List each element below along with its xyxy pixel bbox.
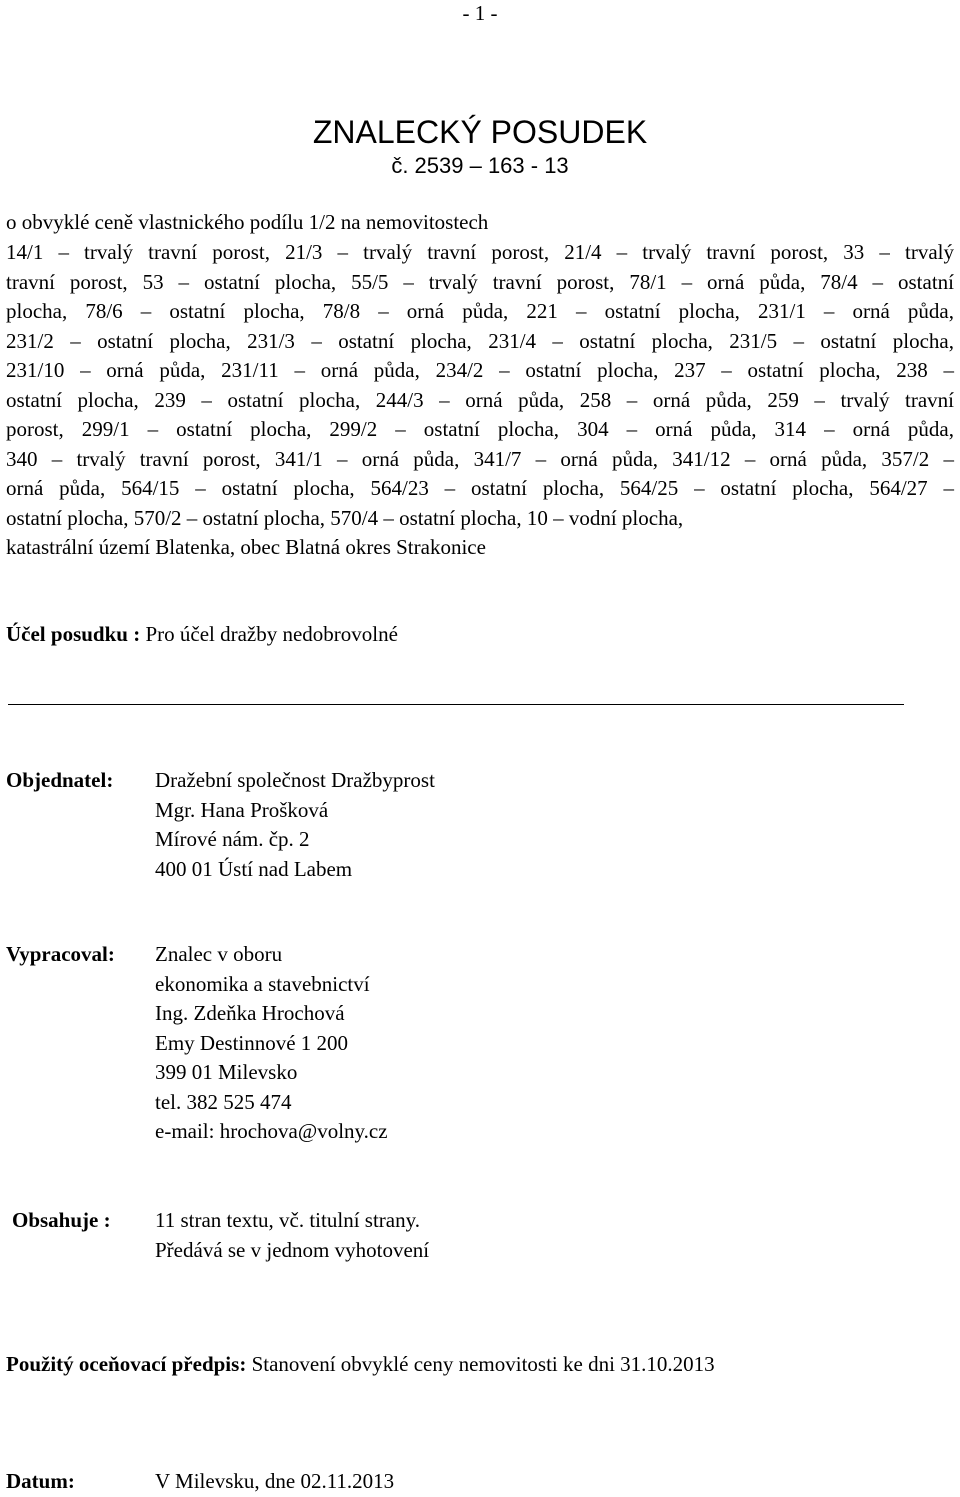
property-line: plocha, 78/6 – ostatní plocha, 78/8 – orná půda, 221 – ostatní plocha, 231/1 – orná půda, bbox=[6, 299, 954, 323]
purpose-label: Účel posudku : bbox=[6, 622, 141, 646]
intro-text: o obvyklé ceně vlastnického podílu 1/2 na nemovitostech bbox=[6, 210, 489, 234]
property-line: ostatní plocha, 570/2 – ostatní plocha, 570/4 – ostatní plocha, 10 – vodní plocha, bbox=[6, 505, 684, 530]
property-line: katastrální území Blatenka, obec Blatná okres Strakonice bbox=[6, 535, 486, 559]
property-line: 231/2 – ostatní plocha, 231/3 – ostatní plocha, 231/4 – ostatní plocha, 231/5 – ostatní plocha, bbox=[6, 328, 954, 353]
purpose-row bbox=[6, 620, 398, 648]
author-line: tel. 382 525 474 bbox=[155, 1089, 292, 1114]
property-line: 14/1 – trvalý travní porost, 21/3 – trvalý travní porost, 21/4 – trvalý travní porost, 33 – trvalý bbox=[6, 240, 954, 264]
orderer-details bbox=[155, 766, 435, 884]
property-list bbox=[6, 238, 954, 563]
contains-line: Předává se v jednom vyhotovení bbox=[155, 1237, 430, 1262]
property-line: travní porost, 53 – ostatní plocha, 55/5 – trvalý travní porost, 78/1 – orná půda, 78/4 – ostatní bbox=[6, 269, 954, 294]
contains-line: 11 stran textu, vč. titulní strany. bbox=[155, 1208, 420, 1232]
orderer-line: Mírové nám. čp. 2 bbox=[155, 827, 310, 851]
author-line: Emy Destinnové 1 200 bbox=[155, 1030, 349, 1055]
author-line: ekonomika a stavebnictví bbox=[155, 971, 370, 996]
purpose-value: Pro účel dražby nedobrovolné bbox=[145, 622, 398, 646]
document-number: č. 2539 – 163 - 13 bbox=[391, 153, 569, 178]
author-line: 399 01 Milevsko bbox=[155, 1060, 298, 1084]
property-line: 231/10 – orná půda, 231/11 – orná půda, 234/2 – ostatní plocha, 237 – ostatní plocha, 238 – bbox=[6, 358, 954, 382]
author-line: Znalec v oboru bbox=[155, 942, 283, 966]
orderer-line: Mgr. Hana Prošková bbox=[155, 797, 329, 822]
author-line: Ing. Zdeňka Hrochová bbox=[155, 1001, 345, 1025]
property-line: ostatní plocha, 239 – ostatní plocha, 244/3 – orná půda, 258 – orná půda, 259 – trvalý travní bbox=[6, 387, 954, 412]
date-label: Datum: bbox=[6, 1469, 75, 1493]
method-row bbox=[6, 1350, 715, 1380]
orderer-line: Dražební společnost Dražbyprost bbox=[155, 768, 435, 792]
method-value: Stanovení obvyklé ceny nemovitosti ke dni 31.10.2013 bbox=[251, 1352, 715, 1376]
author-email: e-mail: hrochova@volny.cz bbox=[155, 1119, 388, 1143]
orderer-label: Objednatel: bbox=[6, 768, 114, 792]
property-line: porost, 299/1 – ostatní plocha, 299/2 – ostatní plocha, 304 – orná půda, 314 – orná půda, bbox=[6, 417, 954, 441]
author-label: Vypracoval: bbox=[6, 942, 115, 966]
page-number: - 1 - bbox=[462, 1, 498, 25]
date-value: V Milevsku, dne 02.11.2013 bbox=[155, 1469, 395, 1493]
property-line: orná půda, 564/15 – ostatní plocha, 564/23 – ostatní plocha, 564/25 – ostatní plocha, 564/27 – bbox=[6, 476, 954, 500]
orderer-line: 400 01 Ústí nad Labem bbox=[155, 856, 353, 881]
contains-label: Obsahuje : bbox=[12, 1208, 111, 1232]
document-title: ZNALECKÝ POSUDEK bbox=[312, 114, 648, 150]
divider bbox=[8, 704, 904, 705]
method-label: Použitý oceňovací předpis: bbox=[6, 1352, 247, 1376]
contains-details bbox=[155, 1206, 429, 1265]
author-details bbox=[155, 940, 388, 1147]
property-line: 340 – trvalý travní porost, 341/1 – orná půda, 341/7 – orná půda, 341/12 – orná půda, 357/2 – bbox=[6, 446, 954, 471]
